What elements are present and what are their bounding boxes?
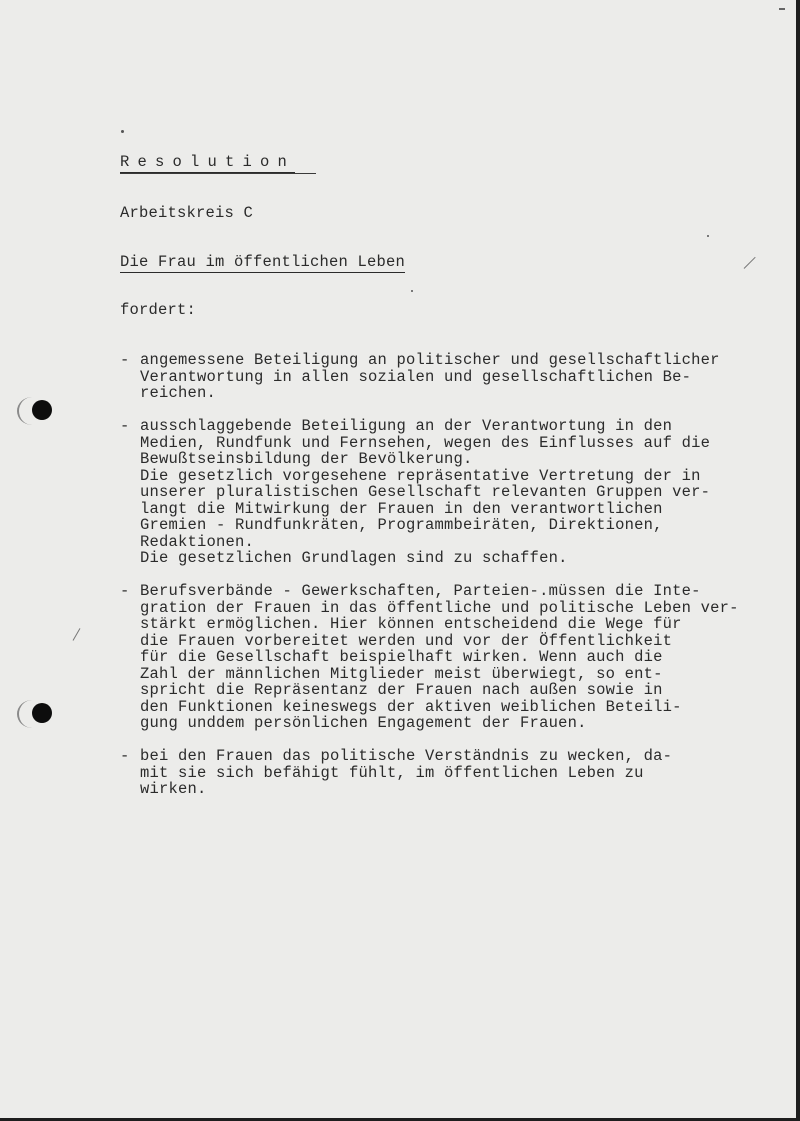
text-line: langt die Mitwirkung der Frauen in den verantwortlichen: [140, 499, 663, 518]
demands-label: fordert:: [120, 301, 197, 319]
bullet-dash: -: [120, 351, 130, 369]
punch-hole-icon: [32, 703, 52, 723]
text-line: gung unddem persönlichen Engagement der Frauen.: [140, 714, 587, 732]
text-line: Die gesetzlich vorgesehene repräsentative Vertretung der in: [140, 466, 701, 485]
bullet-dash: -: [120, 582, 130, 600]
text-line: mit sie sich befähigt fühlt, im öffentlichen Leben zu: [140, 763, 644, 782]
text-line: spricht die Repräsentanz der Frauen nach außen sowie in: [140, 681, 663, 699]
scan-speck: [779, 8, 785, 10]
text-line: bei den Frauen das politische Verständnis zu wecken, da-: [140, 747, 673, 765]
text-line: Die gesetzlichen Grundlagen sind zu schaffen.: [140, 549, 568, 567]
subject-heading: Die Frau im öffentlichen Leben: [120, 253, 406, 271]
bullet-dash: -: [120, 747, 130, 765]
text-line: Medien, Rundfunk und Fernsehen, wegen des Einflusses auf die: [140, 433, 711, 452]
pencil-mark: [73, 628, 81, 641]
text-line: ausschlaggebende Beteiligung an der Verantwortung in den: [140, 417, 673, 435]
text-line: reichen.: [140, 384, 217, 402]
scan-speck: [707, 235, 709, 237]
title-double-underline: [120, 173, 316, 174]
scan-speck: [121, 130, 124, 133]
text-line: unserer pluralistischen Gesellschaft relevanten Gruppen ver-: [140, 483, 711, 501]
pencil-mark: [744, 257, 756, 269]
text-line: Redaktionen.: [140, 532, 255, 551]
text-line: wirken.: [140, 780, 207, 798]
text-line: für die Gesellschaft beispielhaft wirken. Wenn auch die: [140, 648, 663, 666]
working-group-label: Arbeitskreis C: [120, 204, 254, 222]
scan-speck: [411, 290, 413, 292]
bullet-dash: -: [120, 417, 130, 435]
text-line: Verantwortung in allen sozialen und gesellschaftlichen Be-: [140, 367, 692, 386]
punch-hole-icon: [32, 400, 52, 420]
text-line: Berufsverbände - Gewerkschaften, Parteien-.müssen die Inte-: [140, 582, 701, 600]
text-line: den Funktionen keineswegs der aktiven weiblichen Beteili-: [140, 697, 682, 716]
text-line: die Frauen vorbereitet werden und vor der Öffentlichkeit: [140, 631, 673, 650]
text-line: angemessene Beteiligung an politischer und gesellschaftlicher: [140, 351, 720, 369]
text-line: Bewußtseinsbildung der Bevölkerung.: [140, 450, 473, 468]
text-line: Zahl der männlichen Mitglieder meist überwiegt, so ent-: [140, 664, 663, 683]
document-title: Resolution: [120, 153, 296, 171]
text-line: gration der Frauen in das öffentliche und politische Leben ver-: [140, 598, 739, 617]
text-line: Gremien - Rundfunkräten, Programmbeiräten, Direktionen,: [140, 516, 663, 534]
text-line: stärkt ermöglichen. Hier können entscheidend die Wege für: [140, 615, 682, 633]
